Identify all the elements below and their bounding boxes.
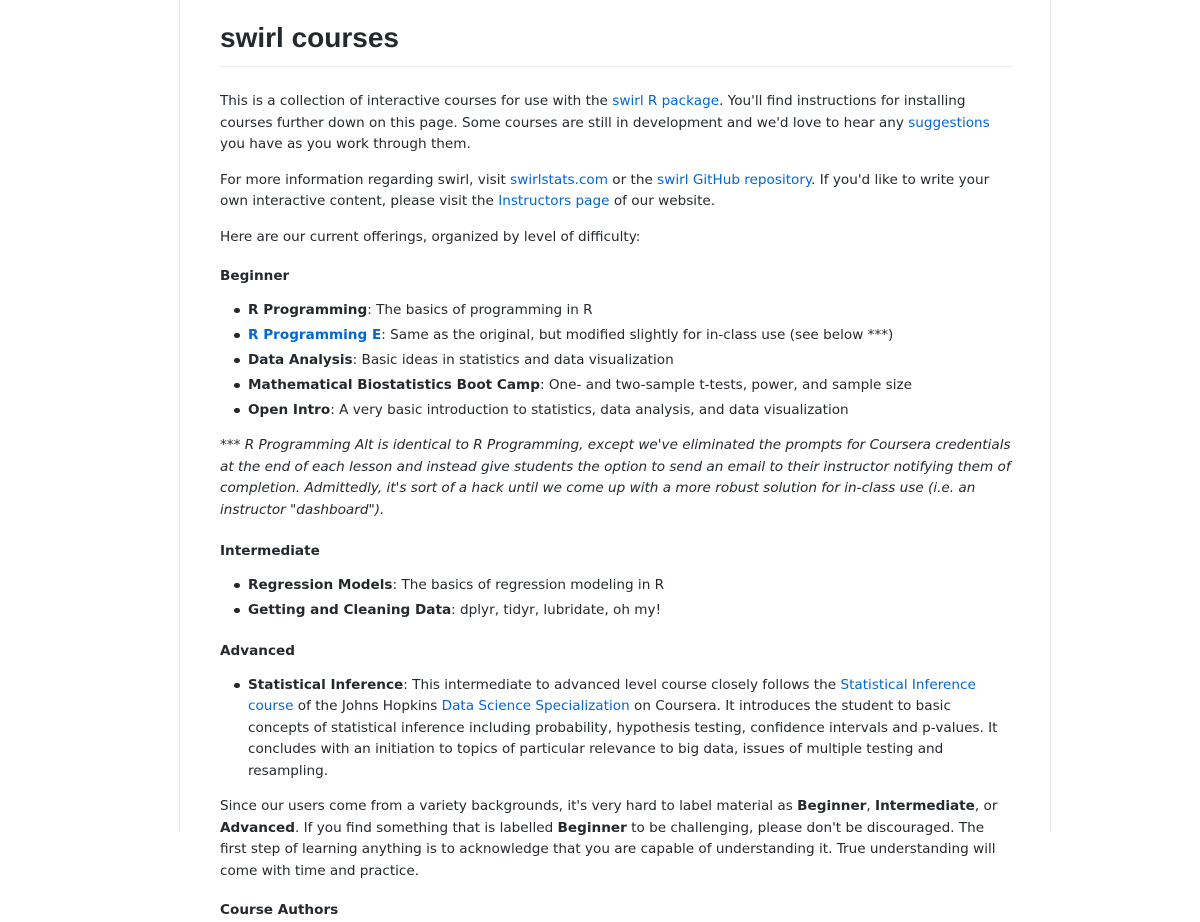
list-item <box>248 675 1012 783</box>
course-authors-heading: Course Authors <box>220 902 339 918</box>
closing-text-4: . If you find something that is labelled <box>294 819 558 836</box>
list-item <box>248 350 1012 372</box>
swirlstats-link[interactable]: swirlstats.com <box>510 171 608 188</box>
course-desc-2: of the Johns Hopkins <box>293 698 442 714</box>
closing-bold-intermediate: Intermediate <box>875 798 975 814</box>
list-item <box>248 600 1012 622</box>
list-item <box>248 575 1012 597</box>
intermediate-course-list <box>220 575 1012 622</box>
course-name: Statistical Inference <box>248 676 404 693</box>
closing-text-3: , or <box>974 798 998 814</box>
intro-paragraph <box>220 91 1012 156</box>
course-name: Mathematical Biostatistics Boot Camp <box>248 376 540 393</box>
advanced-heading: Advanced <box>220 643 295 659</box>
more-info-text-1: For more information regarding swirl, visit <box>220 171 511 188</box>
closing-bold-beginner: Beginner <box>797 798 867 814</box>
intermediate-heading: Intermediate <box>220 543 320 559</box>
closing-text-5: to be challenging, please don't be discouraged. The first step of learning anything is to acknowledge that you are capable of understanding it. True understanding will come with time and practice. <box>220 819 996 879</box>
course-name: Open Intro <box>248 401 331 418</box>
data-science-specialization-link[interactable]: Data Science Specialization <box>441 698 630 714</box>
readme-page <box>179 0 1051 918</box>
list-item <box>248 325 1012 347</box>
offerings-paragraph: Here are our current offerings, organized by level of difficulty: <box>220 228 641 245</box>
course-desc: : The basics of programming in R <box>367 301 593 318</box>
beginner-course-list <box>220 300 1012 422</box>
course-desc: : The basics of regression modeling in R <box>392 576 665 593</box>
course-desc: : One- and two-sample t-tests, power, and sample size <box>539 376 913 393</box>
course-desc-3: on Coursera. It introduces the student to basic concepts of statistical inference including probability, hypothesis testing, confidence intervals and p-values. It concludes with an initiation to topics of particular relevance to big data, issues of multiple testing and resampling. <box>248 698 998 779</box>
advanced-course-list <box>220 675 1012 783</box>
intro-text-3: you have as you work through them. <box>220 136 471 152</box>
intro-text-1: This is a collection of interactive courses for use with the <box>220 93 613 109</box>
instructors-page-link[interactable]: Instructors page <box>498 193 610 209</box>
beginner-heading: Beginner <box>220 268 290 284</box>
course-desc: : dplyr, tidyr, lubridate, oh my! <box>451 601 662 618</box>
course-desc: : A very basic introduction to statistics, data analysis, and data visualization <box>330 401 849 418</box>
closing-bold-beginner-2: Beginner <box>557 819 627 836</box>
r-programming-e-link[interactable] <box>248 327 381 343</box>
closing-text-1: Since our users come from a variety backgrounds, it's very hard to label material as <box>220 798 798 814</box>
swirl-package-link[interactable]: swirl R package <box>612 93 720 109</box>
page-title: swirl courses <box>220 18 1012 67</box>
intro-text-2: . You'll find instructions for installing courses further down on this page. Some courses are still in development and we'd love to hear any <box>220 93 966 131</box>
github-repo-link[interactable]: swirl GitHub repository <box>657 171 812 188</box>
closing-paragraph <box>220 796 1012 882</box>
course-name: Regression Models <box>248 576 393 593</box>
statistical-inference-course-link[interactable]: Statistical Inference course <box>248 676 976 714</box>
list-item <box>248 375 1012 397</box>
closing-bold-advanced: Advanced <box>220 819 295 836</box>
list-item <box>248 300 1012 322</box>
closing-text-2: , <box>866 798 876 814</box>
course-name: Data Analysis <box>248 351 353 368</box>
course-name: R Programming E <box>248 326 382 343</box>
course-name: Getting and Cleaning Data <box>248 601 452 618</box>
beginner-note: *** R Programming Alt is identical to R Programming, except we've eliminated the prompts for Coursera credentials at the end of each lesson and instead give students the option to send an email to their instructor notifying them of completion. Admittedly, it's sort of a hack until we come up with a more robust solution for in-class use (i.e. an instructor "dashboard"). <box>220 437 1011 518</box>
more-info-text-4: of our website. <box>609 193 716 209</box>
readme-content <box>220 18 1012 922</box>
more-info-text-3: . If you'd like to write your own interactive content, please visit the <box>220 171 990 209</box>
more-info-text-2: or the <box>607 171 658 188</box>
more-info-paragraph <box>220 170 1012 213</box>
course-name: R Programming <box>248 301 368 318</box>
course-desc: : Basic ideas in statistics and data visualization <box>352 351 674 368</box>
suggestions-link[interactable]: suggestions <box>908 114 990 131</box>
course-desc: : Same as the original, but modified slightly for in-class use (see below ***) <box>381 326 894 343</box>
list-item <box>248 400 1012 422</box>
course-desc-1: : This intermediate to advanced level course closely follows the <box>403 676 841 693</box>
